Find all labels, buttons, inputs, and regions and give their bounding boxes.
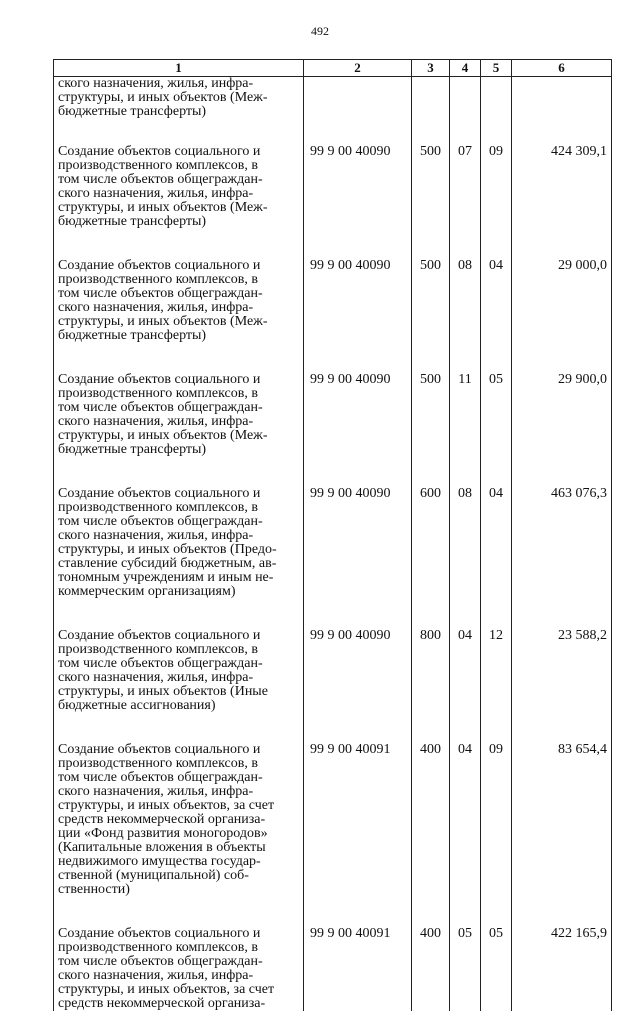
row-name-cell: Создание объектов социального и производственного комплексов, в том числе объектов общеграждан- ского назначения, жилья, инфра- структуры, и иных объектов (Иные бюджетные ассигнования) [54, 629, 304, 743]
row-amount-cell: 29 900,0 [512, 373, 612, 487]
row-col5-cell: 04 [481, 487, 512, 629]
row-col4-cell: 08 [450, 259, 481, 373]
row-col4-cell: 04 [450, 629, 481, 743]
row-name-cell: Создание объектов социального и производственного комплексов, в том числе объектов общеграждан- ского назначения, жилья, инфра- структуры, и иных объектов (Меж- бюджетные трансферты) [54, 373, 304, 487]
row-code-cell: 99 9 00 40090 [304, 487, 412, 629]
row-col5-cell: 05 [481, 927, 512, 1011]
table-row [54, 487, 612, 629]
row-name-cell: Создание объектов социального и производственного комплексов, в том числе объектов общеграждан- ского назначения, жилья, инфра- структуры, и иных объектов (Меж- бюджетные трансферты) [54, 145, 304, 259]
row-amount-cell [512, 77, 612, 146]
row-code-cell: 99 9 00 40091 [304, 743, 412, 927]
table-body [54, 77, 612, 1011]
row-col5-cell [481, 77, 512, 146]
table-row [54, 259, 612, 373]
row-amount-cell: 422 165,9 [512, 927, 612, 1011]
row-col3-cell: 500 [412, 259, 450, 373]
row-col4-cell: 05 [450, 927, 481, 1011]
row-amount-cell: 23 588,2 [512, 629, 612, 743]
row-col3-cell: 400 [412, 927, 450, 1011]
table-row [54, 927, 612, 1011]
row-code-cell: 99 9 00 40090 [304, 373, 412, 487]
table-row [54, 77, 612, 146]
row-col5-cell: 04 [481, 259, 512, 373]
page-number: 492 [0, 24, 640, 39]
header-cell-2: 2 [304, 60, 412, 77]
row-amount-cell: 463 076,3 [512, 487, 612, 629]
row-col3-cell [412, 77, 450, 146]
row-col5-cell: 12 [481, 629, 512, 743]
row-code-cell: 99 9 00 40090 [304, 629, 412, 743]
row-amount-cell: 424 309,1 [512, 145, 612, 259]
row-col3-cell: 800 [412, 629, 450, 743]
row-col5-cell: 09 [481, 743, 512, 927]
row-col4-cell [450, 77, 481, 146]
row-code-cell: 99 9 00 40090 [304, 145, 412, 259]
row-code-cell [304, 77, 412, 146]
header-cell-4: 4 [450, 60, 481, 77]
row-name-cell: Создание объектов социального и производственного комплексов, в том числе объектов общеграждан- ского назначения, жилья, инфра- структуры, и иных объектов (Меж- бюджетные трансферты) [54, 259, 304, 373]
header-cell-5: 5 [481, 60, 512, 77]
header-cell-6: 6 [512, 60, 612, 77]
row-col3-cell: 400 [412, 743, 450, 927]
row-col3-cell: 500 [412, 145, 450, 259]
row-col4-cell: 08 [450, 487, 481, 629]
row-name-cell: Создание объектов социального и производственного комплексов, в том числе объектов общеграждан- ского назначения, жилья, инфра- структуры, и иных объектов, за счет средств некоммерческой организа- ции «Фонд развития моногородов» (Капитальные вложения в объекты недвижимого имущества государ- ственной (муниципальной) соб- ственности) [54, 743, 304, 927]
row-col5-cell: 09 [481, 145, 512, 259]
row-code-cell: 99 9 00 40091 [304, 927, 412, 1011]
row-name-cell: Создание объектов социального и производственного комплексов, в том числе объектов общеграждан- ского назначения, жилья, инфра- структуры, и иных объектов, за счет средств некоммерческой организа- [54, 927, 304, 1011]
table-row [54, 373, 612, 487]
row-amount-cell: 29 000,0 [512, 259, 612, 373]
table-row [54, 629, 612, 743]
row-name-cell: Создание объектов социального и производственного комплексов, в том числе объектов общеграждан- ского назначения, жилья, инфра- структуры, и иных объектов (Предо- ставление субсидий бюджетным, ав- тономным учреждениям и иным не- коммерческим организациям) [54, 487, 304, 629]
header-cell-1: 1 [54, 60, 304, 77]
row-col5-cell: 05 [481, 373, 512, 487]
row-col4-cell: 11 [450, 373, 481, 487]
row-amount-cell: 83 654,4 [512, 743, 612, 927]
row-name-cell: ского назначения, жилья, инфра- структуры, и иных объектов (Меж- бюджетные трансферты) [54, 77, 304, 146]
row-col4-cell: 07 [450, 145, 481, 259]
budget-table [53, 59, 612, 1011]
row-code-cell: 99 9 00 40090 [304, 259, 412, 373]
row-col4-cell: 04 [450, 743, 481, 927]
row-col3-cell: 600 [412, 487, 450, 629]
header-row [54, 60, 612, 77]
row-col3-cell: 500 [412, 373, 450, 487]
table-row [54, 743, 612, 927]
header-cell-3: 3 [412, 60, 450, 77]
table-row [54, 145, 612, 259]
